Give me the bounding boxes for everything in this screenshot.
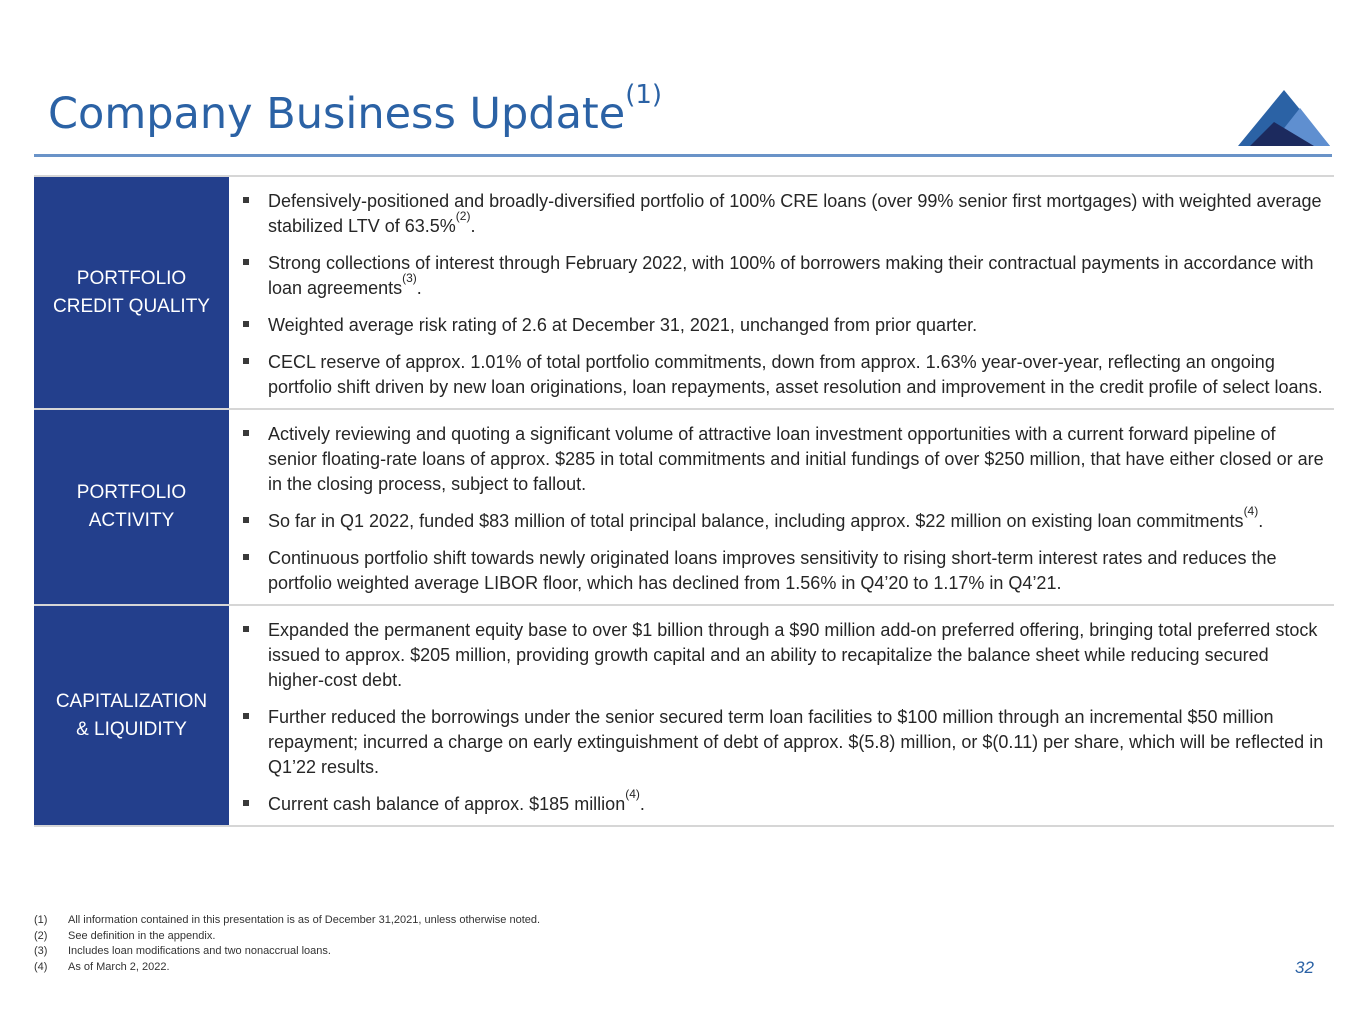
section-portfolio-activity bbox=[34, 408, 1334, 604]
title-divider bbox=[34, 154, 1332, 157]
bullet-text: CECL reserve of approx. 1.01% of total portfolio commitments, down from approx. 1.63% year-over-year, reflecting an ongoing portfolio shift driven by new loan originations, loan repayments, asset resolution and improvement in the credit profile of select loans. bbox=[268, 352, 1323, 397]
footnote-item bbox=[34, 944, 540, 960]
bullet-item bbox=[243, 504, 1324, 534]
square-bullet-icon bbox=[243, 800, 249, 806]
section-label-line: PORTFOLIO bbox=[76, 267, 187, 289]
bullet-item bbox=[243, 422, 1324, 497]
footnote-number: (1) bbox=[34, 914, 48, 926]
bullet-tail: . bbox=[470, 216, 476, 236]
footnote-number: (4) bbox=[34, 960, 48, 973]
bullet-item bbox=[243, 787, 1324, 817]
bullet-text: So far in Q1 2022, funded $83 million of total principal balance, including approx. $22 million on existing loan commitments bbox=[268, 511, 1244, 531]
square-bullet-icon bbox=[243, 713, 249, 719]
bullet-text: Actively reviewing and quoting a significant volume of attractive loan investment opportunities with a current forward pipeline of senior floating-rate loans of approx. $285 in total commitments and initial fundings of over $250 million, that have either closed or are in the closing process, subject to fallout. bbox=[268, 424, 1324, 494]
footnote-text: See definition in the appendix. bbox=[68, 929, 216, 942]
bullet-text: Weighted average risk rating of 2.6 at December 31, 2021, unchanged from prior quarter. bbox=[268, 315, 978, 335]
section-label bbox=[34, 177, 229, 408]
section-capitalization-liquidity bbox=[34, 604, 1334, 827]
section-portfolio-credit-quality bbox=[34, 175, 1334, 408]
bullet-item bbox=[243, 313, 1324, 338]
square-bullet-icon bbox=[243, 626, 249, 632]
section-label bbox=[34, 410, 229, 604]
square-bullet-icon bbox=[243, 259, 249, 265]
footnote-item bbox=[34, 929, 540, 945]
bullet-list bbox=[229, 606, 1334, 825]
footnote-number: (2) bbox=[34, 929, 48, 942]
section-label-line: CAPITALIZATION bbox=[55, 690, 208, 712]
square-bullet-icon bbox=[243, 430, 249, 436]
square-bullet-icon bbox=[243, 554, 249, 560]
footnotes bbox=[34, 913, 540, 975]
bullet-item bbox=[243, 705, 1324, 780]
footnote-item bbox=[34, 960, 540, 976]
square-bullet-icon bbox=[243, 197, 249, 203]
section-label-line: ACTIVITY bbox=[88, 510, 175, 531]
footnote-number: (3) bbox=[34, 945, 48, 957]
footnote-ref: (2) bbox=[455, 209, 471, 223]
mountain-logo-icon bbox=[1236, 88, 1332, 148]
page-number: 32 bbox=[1295, 958, 1314, 977]
square-bullet-icon bbox=[243, 321, 249, 327]
square-bullet-icon bbox=[243, 358, 249, 364]
section-label-line: PORTFOLIO bbox=[76, 482, 187, 503]
page-title-text: Company Business Update bbox=[48, 89, 626, 139]
section-label-line: & LIQUIDITY bbox=[76, 718, 187, 740]
page-title bbox=[48, 80, 663, 142]
bullet-text: Current cash balance of approx. $185 million bbox=[268, 794, 626, 814]
bullet-item bbox=[243, 350, 1324, 400]
footnote-ref: (3) bbox=[402, 271, 417, 285]
section-label bbox=[34, 606, 229, 825]
bullet-item bbox=[243, 546, 1324, 596]
section-label-line: CREDIT QUALITY bbox=[53, 295, 210, 317]
square-bullet-icon bbox=[243, 517, 249, 523]
footnote-ref: (4) bbox=[1243, 504, 1259, 518]
bullet-text: Expanded the permanent equity base to over $1 billion through a $90 million add-on preferred offering, bringing total preferred stock issued to approx. $205 million, providing growth capital and an ability to recapitalize the balance sheet while reducing secured higher-cost debt. bbox=[268, 620, 1318, 690]
bullet-tail: . bbox=[416, 278, 422, 298]
footnote-text: As of March 2, 2022. bbox=[68, 960, 170, 973]
bullet-text: Defensively-positioned and broadly-diversified portfolio of 100% CRE loans (over 99% senior first mortgages) with weighted average stabilized LTV of 63.5% bbox=[268, 191, 1322, 236]
bullet-text: Continuous portfolio shift towards newly originated loans improves sensitivity to rising short-term interest rates and reduces the portfolio weighted average LIBOR floor, which has declined from 1.56% in Q4’20 to 1.17% in Q4’21. bbox=[268, 548, 1277, 593]
bullet-tail: . bbox=[639, 794, 645, 814]
footnote-text: Includes loan modifications and two nonaccrual loans. bbox=[68, 945, 331, 957]
bullet-list bbox=[229, 410, 1334, 604]
footnote-item bbox=[34, 913, 540, 929]
bullet-item bbox=[243, 618, 1324, 693]
title-footnote-ref: (1) bbox=[625, 80, 663, 110]
bullet-text: Strong collections of interest through February 2022, with 100% of borrowers making their contractual payments in accordance with loan agreements bbox=[268, 253, 1314, 298]
bullet-list bbox=[229, 177, 1334, 408]
business-update-table bbox=[34, 175, 1334, 827]
footnote-ref: (4) bbox=[625, 787, 640, 801]
bullet-item bbox=[243, 251, 1324, 301]
bullet-text: Further reduced the borrowings under the senior secured term loan facilities to $100 million through an incremental $50 million repayment; incurred a charge on early extinguishment of debt of approx. $(5.8) million, or $(0.11) per share, which will be reflected in Q1’22 results. bbox=[268, 707, 1324, 777]
bullet-tail: . bbox=[1258, 511, 1264, 531]
bullet-item bbox=[243, 189, 1324, 239]
footnote-text: All information contained in this presentation is as of December 31,2021, unless otherwise noted. bbox=[68, 914, 541, 926]
